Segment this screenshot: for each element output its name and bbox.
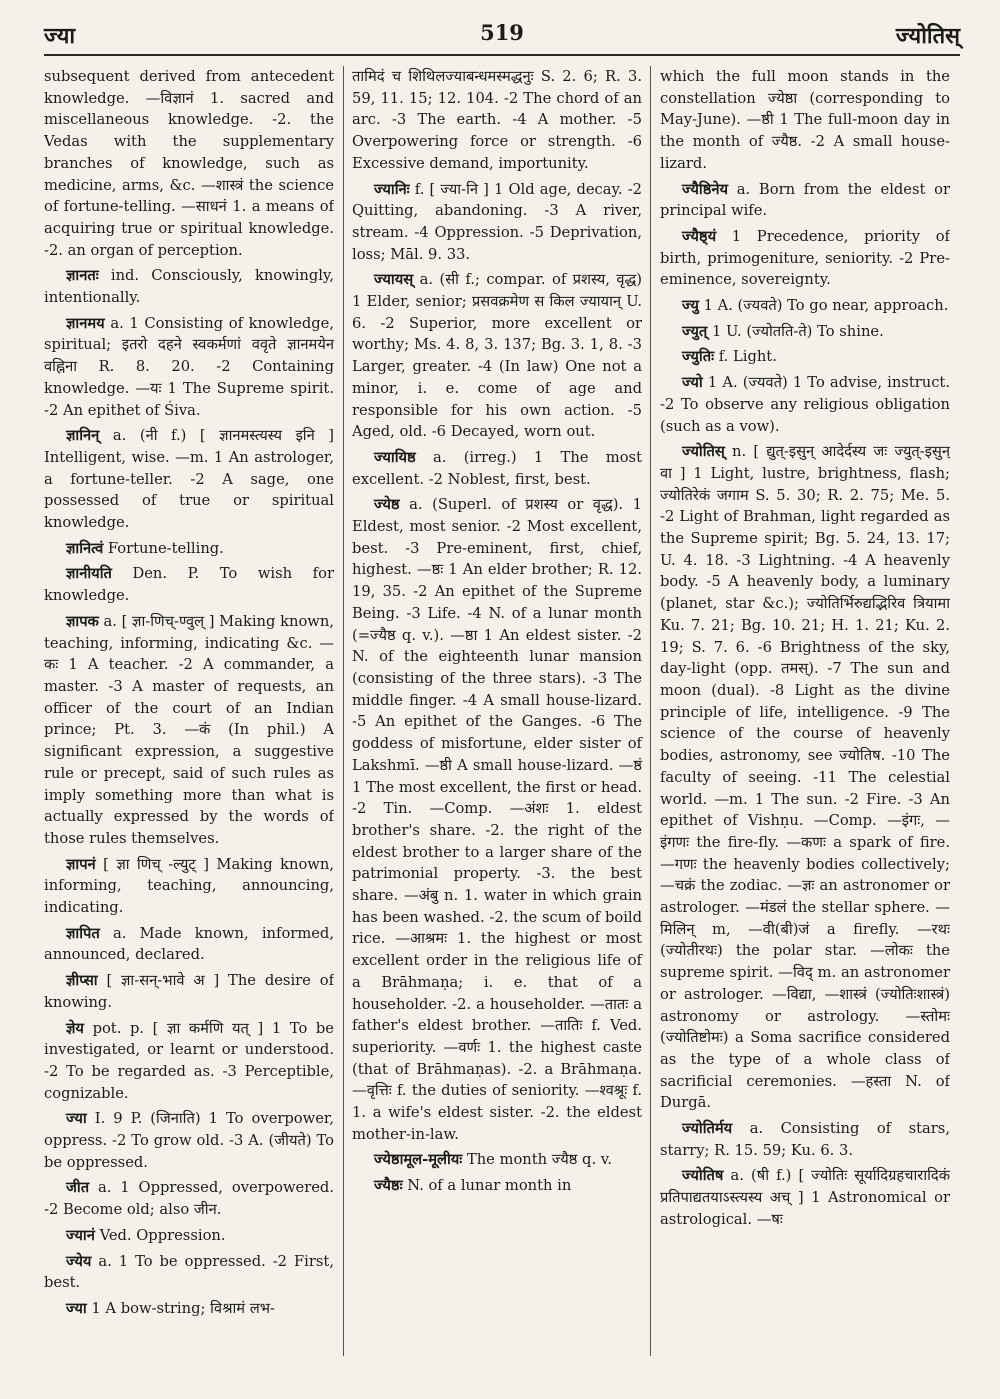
page-header xyxy=(44,18,960,56)
text-columns xyxy=(44,66,960,1356)
entry-headword: ज्ञानतः xyxy=(66,267,99,285)
dictionary-entry xyxy=(352,66,642,175)
entry-headword: ज्यायस् xyxy=(374,271,414,289)
entry-definition: [ ज्ञा णिच् -ल्युट् ] Making known, informing, teaching, announcing, indicating. xyxy=(44,855,334,917)
entry-headword: ज्ञानिन् xyxy=(66,427,100,445)
entry-definition: a. (सी f.; compar. of प्रशस्य, वृद्ध) 1 Elder, senior; प्रसवक्रमेण स किल ज्यायान् U. 6. -2 Superior, more excellent or worthy; Ms. 4. 8, 3. 137; Bg. 3. 1, 8. -3 Larger, greater. -4 (In law) One not a minor, i. e. come of age and responsible for his own action. -5 Aged, old. -6 Decayed, worn out. xyxy=(352,271,642,441)
entry-definition: तामिदं च शिथिलज्याबन्धमस्मद्धनुः S. 2. 6; R. 3. 59, 11. 15; 12. 104. -2 The chord of an arc. -3 The earth. -4 A mother. -5 Overpowering force or strength. -6 Excessive demand, importunity. xyxy=(352,68,642,172)
entry-headword: ज्योतिर्मय xyxy=(682,1120,733,1138)
entry-headword: ज्या xyxy=(66,1299,87,1317)
entry-definition: Ved. Oppression. xyxy=(99,1226,226,1244)
column-middle xyxy=(343,66,651,1356)
header-right-word: ज्योतिस् xyxy=(895,23,960,49)
dictionary-entry xyxy=(44,538,334,560)
dictionary-entry xyxy=(44,425,334,534)
entry-definition: 1 A bow-string; विश्रामं लभ- xyxy=(91,1299,275,1317)
entry-definition: which the full moon stands in the constellation ज्येष्ठा (corresponding to May-June). —ष्ठी 1 The full-moon day in the month of ज्यैष्ठ. -2 A small house-lizard. xyxy=(660,68,950,172)
entry-headword: ज्ञानित्वं xyxy=(66,539,104,557)
dictionary-entry xyxy=(352,494,642,1145)
entry-definition: pot. p. [ ज्ञा कर्मणि यत् ] 1 To be investigated, or learnt or understood. -2 To be regarded as. -3 Perceptible, cognizable. xyxy=(44,1019,334,1102)
dictionary-entry xyxy=(660,295,950,317)
page-number: 519 xyxy=(480,20,524,45)
dictionary-entry xyxy=(660,66,950,175)
entry-headword: ज्यु xyxy=(682,297,699,315)
header-left-word: ज्या xyxy=(44,23,76,49)
entry-headword: ज्ञापित xyxy=(66,924,100,942)
entry-definition: a. 1 To be oppressed. -2 First, best. xyxy=(44,1252,334,1292)
dictionary-entry xyxy=(44,66,334,261)
entry-definition: a. (नी f.) [ ज्ञानमस्त्यस्य इनि ] Intelligent, wise. —m. 1 An astrologer, a fortune-teller. -2 A sage, one possessed of true or spiritual knowledge. xyxy=(44,427,334,532)
dictionary-entry xyxy=(44,313,334,422)
entry-headword: जीत xyxy=(66,1179,90,1197)
dictionary-entry xyxy=(44,970,334,1013)
dictionary-entry xyxy=(352,1175,642,1197)
entry-definition: Fortune-telling. xyxy=(107,539,224,557)
entry-headword: ज्यैष्ठः xyxy=(374,1177,403,1195)
column-left xyxy=(44,66,334,1356)
entry-definition: 1 A. (ज्यवते) To go near, approach. xyxy=(703,297,949,315)
entry-definition: subsequent derived from antecedent knowledge. —विज्ञानं 1. sacred and miscellaneous knowledge. -2. the Vedas with the supplementary branches of knowledge, such as medicine, arms, &c. —शास्त्रं the science of fortune-telling. —साधनं 1. a means of acquiring true or spiritual knowledge. -2. an organ of perception. xyxy=(44,68,334,259)
entry-headword: ज्येष्ठ xyxy=(374,496,400,514)
dictionary-entry xyxy=(660,346,950,368)
dictionary-entry xyxy=(44,1108,334,1173)
dictionary-entry xyxy=(44,1018,334,1105)
entry-definition: Den. P. To wish for knowledge. xyxy=(44,565,334,605)
dictionary-entry xyxy=(44,1251,334,1294)
entry-definition: a. Consisting of stars, starry; R. 15. 59; Ku. 6. 3. xyxy=(660,1120,950,1159)
entry-headword: ज्यैष्ठ्यं xyxy=(682,227,717,245)
dictionary-entry xyxy=(660,1118,950,1161)
entry-definition: 1 U. (ज्योतति-ते) To shine. xyxy=(711,322,884,340)
dictionary-entry xyxy=(660,226,950,291)
entry-headword: ज्ञानीयति xyxy=(66,565,112,583)
dictionary-entry xyxy=(660,179,950,222)
entry-definition: 1 A. (ज्यवते) 1 To advise, instruct. -2 To observe any religious obligation (such as a vow). xyxy=(660,374,950,435)
entry-headword: ज्युतिः xyxy=(682,348,715,366)
column-right xyxy=(660,66,950,1356)
dictionary-entry xyxy=(352,447,642,490)
dictionary-entry xyxy=(44,611,334,850)
dictionary-entry xyxy=(352,269,642,443)
dictionary-entry xyxy=(44,1298,334,1320)
entry-headword: ज्ञापक xyxy=(66,612,99,630)
entry-headword: ज्यानं xyxy=(66,1226,95,1244)
entry-headword: ज्ञीप्सा xyxy=(66,972,98,990)
entry-definition: a. (षी f.) [ ज्योतिः सूर्यादिग्रहचारादिकं प्रतिपाद्यतयाऽस्त्यस्य अच् ] 1 Astronomical or astrological. —षः xyxy=(660,1167,950,1228)
entry-definition: a. Made known, informed, announced, declared. xyxy=(44,924,334,964)
entry-definition: ind. Consciously, knowingly, intentionally. xyxy=(44,267,334,307)
dictionary-entry xyxy=(44,1177,334,1220)
dictionary-entry xyxy=(44,265,334,308)
entry-definition: a. (irreg.) 1 The most excellent. -2 Noblest, first, best. xyxy=(352,448,642,488)
dictionary-entry xyxy=(44,854,334,919)
entry-headword: ज्या xyxy=(66,1110,87,1128)
entry-headword: ज्यो xyxy=(682,374,703,392)
dictionary-entry xyxy=(660,321,950,343)
entry-headword: ज्यानिः xyxy=(374,180,410,198)
dictionary-entry xyxy=(352,1149,642,1171)
entry-definition: a. 1 Oppressed, overpowered. -2 Become old; also जीन. xyxy=(44,1179,334,1219)
entry-definition: n. [ द्युत्-इसुन् आदेर्दस्य जः ज्युत्-इसुन् वा ] 1 Light, lustre, brightness, flash; ज्योतिरेकं जगाम S. 5. 30; R. 2. 75; Me. 5. -2 Light of Brahman, light regarded as the Supreme spirit; Bg. 5. 24, 13. 17; U. 4. 18. -3 Lightning. -4 A heavenly body. -5 A heavenly body, a luminary (planet, star &c.); ज्योतिर्भिरुद्यद्भिरिव त्रियामा Ku. 7. 21; Bg. 10. 21; H. 1. 21; Ku. 2. 19; S. 7. 6. -6 Brightness of the sky, day-light (opp. तमस्). -7 The sun and moon (dual). -8 Light as the divine principle of life, intelligence. -9 The science of the course of heavenly bodies, astronomy, see ज्योतिष. -10 The faculty of seeing. -11 The celestial world. —m. 1 The sun. -2 Fire. -3 An epithet of Vishṇu. —Comp. —इंगः, —इंगणः the fire-fly. —कणः a spark of fire. —गणः the heavenly bodies collectively; —चक्रं the zodiac. —ज्ञः an astronomer or astrologer. —मंडलं the stellar sphere. — मिलिन् m, —वी(बी)जं a firefly. —रथः (ज्योतीरथः) the polar star. —लोकः the supreme spirit. —विद् m. an astronomer or astrologer. —विद्या, —शास्त्रं (ज्योतिःशास्त्रं) astronomy or astrology. —स्तोमः (ज्योतिष्टोमः) a Soma sacrifice considered as the type of a whole class of sacrificial ceremonies. —हस्ता N. of Durgā. xyxy=(660,443,950,1112)
entry-headword: ज्यायिष्ठ xyxy=(374,448,416,466)
entry-headword: ज्युत् xyxy=(682,322,708,340)
entry-headword: ज्ञापनं xyxy=(66,855,96,873)
dictionary-entry xyxy=(44,563,334,606)
entry-definition: [ ज्ञा-सन्-भावे अ ] The desire of knowing. xyxy=(44,972,334,1011)
entry-headword: ज्ञेय xyxy=(66,1019,84,1037)
entry-definition: f. [ ज्या-नि ] 1 Old age, decay. -2 Quitting, abandoning. -3 A river, stream. -4 Oppression. -5 Deprivation, loss; Māl. 9. 33. xyxy=(352,180,642,263)
entry-headword: ज्यैष्ठिनेय xyxy=(682,180,729,198)
entry-definition: f. Light. xyxy=(718,348,777,366)
dictionary-entry xyxy=(660,1165,950,1230)
dictionary-entry xyxy=(352,179,642,266)
entry-headword: ज्येष्ठामूल-मूलीयः xyxy=(374,1151,463,1169)
entry-headword: ज्योतिस् xyxy=(682,443,725,461)
entry-definition: The month ज्यैष्ठ q. v. xyxy=(466,1151,612,1169)
dictionary-entry xyxy=(44,923,334,966)
entry-definition: N. of a lunar month in xyxy=(407,1177,572,1195)
entry-definition: a. (Superl. of प्रशस्य or वृद्ध). 1 Eldest, most senior. -2 Most excellent, best. -3 Pre-eminent, first, chief, highest. —ष्ठः 1 An elder brother; R. 12. 19, 35. -2 An epithet of the Supreme Being. -3 Life. -4 N. of a lunar month (=ज्यैष्ठ q. v.). —ष्ठा 1 An eldest sister. -2 N. of the eighteenth lunar mansion (consisting of the three stars). -3 The middle finger. -4 A small house-lizard. -5 An epithet of the Ganges. -6 The goddess of misfortune, elder sister of Lakshmī. —ष्ठी A small house-lizard. —ष्ठं 1 The most excellent, the first or head. -2 Tin. —Comp. —अंशः 1. eldest brother's share. -2. the right of the eldest brother to a larger share of the patrimonial property. -3. the best share. —अंबु n. 1. water in which grain has been washed. -2. the scum of boild rice. —आश्रमः 1. the highest or most excellent order in the religious life of a Brāhmaṇa; i. e. that of a householder. -2. a householder. —तातः a father's eldest brother. —तातिः f. Ved. superiority. —वर्णः 1. the highest caste (that of Brāhmaṇas). -2. a Brāhmaṇa. —वृत्तिः f. the duties of seniority. —श्वश्रूः f. 1. a wife's eldest sister. -2. the eldest mother-in-law. xyxy=(352,496,642,1143)
entry-headword: ज्येय xyxy=(66,1252,92,1270)
dictionary-entry xyxy=(44,1225,334,1247)
entry-headword: ज्ञानमय xyxy=(66,314,105,332)
entry-definition: a. 1 Consisting of knowledge, spiritual; इतरो दहने स्वकर्मणां ववृते ज्ञानमयेन वह्निना R. 8. 20. -2 Containing knowledge. —यः 1 The Supreme spirit. -2 An epithet of Śiva. xyxy=(44,314,334,419)
dictionary-entry xyxy=(660,372,950,437)
entry-definition: I. 9 P. (जिनाति) 1 To overpower, oppress. -2 To grow old. -3 A. (जीयते) To be oppressed. xyxy=(44,1110,334,1171)
dictionary-entry xyxy=(660,441,950,1114)
entry-definition: a. [ ज्ञा-णिच्-ण्वुल् ] Making known, teaching, informing, indicating &c. —कः 1 A teacher. -2 A commander, a master. -3 A master of requests, an officer of the court of an Indian prince; Pt. 3. —कं (In phil.) A significant expression, a suggestive rule or precept, said of such rules as imply something more than what is actually expressed by the words of those rules themselves. xyxy=(44,612,334,847)
entry-definition: 1 Precedence, priority of birth, primogeniture, seniority. -2 Pre-eminence, sovereignty. xyxy=(660,227,950,289)
entry-headword: ज्योतिष xyxy=(682,1167,724,1185)
entry-definition: a. Born from the eldest or principal wife. xyxy=(660,180,950,220)
